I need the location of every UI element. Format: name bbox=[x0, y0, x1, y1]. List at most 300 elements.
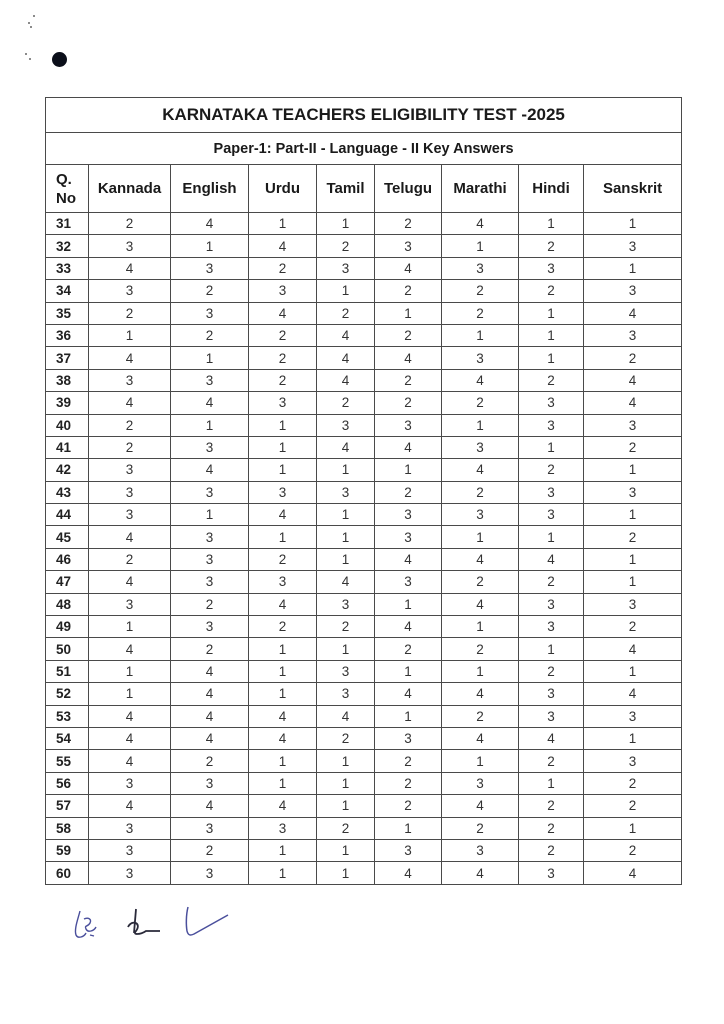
answer-cell-marathi: 1 bbox=[442, 616, 519, 638]
answer-cell-sanskrit: 2 bbox=[584, 347, 682, 369]
answer-cell-kannada: 2 bbox=[89, 548, 171, 570]
answer-cell-sanskrit: 3 bbox=[584, 750, 682, 772]
answer-cell-sanskrit: 2 bbox=[584, 839, 682, 861]
answer-cell-sanskrit: 1 bbox=[584, 817, 682, 839]
table-row bbox=[46, 548, 682, 570]
table-row bbox=[46, 302, 682, 324]
answer-cell-kannada: 1 bbox=[89, 660, 171, 682]
answer-cell-urdu: 1 bbox=[249, 772, 317, 794]
answer-cell-telugu: 2 bbox=[375, 213, 442, 235]
column-header-english: English bbox=[171, 165, 249, 213]
table-row bbox=[46, 683, 682, 705]
answer-cell-sanskrit: 1 bbox=[584, 504, 682, 526]
answer-cell-tamil: 4 bbox=[317, 369, 375, 391]
answer-cell-kannada: 3 bbox=[89, 772, 171, 794]
answer-cell-marathi: 3 bbox=[442, 839, 519, 861]
answer-cell-telugu: 3 bbox=[375, 839, 442, 861]
answer-cell-urdu: 3 bbox=[249, 280, 317, 302]
answer-cell-tamil: 1 bbox=[317, 795, 375, 817]
table-row bbox=[46, 862, 682, 884]
answer-cell-sanskrit: 4 bbox=[584, 638, 682, 660]
answer-cell-urdu: 3 bbox=[249, 481, 317, 503]
answer-cell-kannada: 3 bbox=[89, 459, 171, 481]
answer-cell-tamil: 1 bbox=[317, 548, 375, 570]
punch-hole-mark bbox=[52, 52, 67, 67]
answer-cell-marathi: 2 bbox=[442, 392, 519, 414]
signature-1 bbox=[68, 905, 118, 945]
answer-cell-sanskrit: 3 bbox=[584, 593, 682, 615]
answer-cell-hindi: 3 bbox=[519, 862, 584, 884]
table-row bbox=[46, 280, 682, 302]
answer-cell-tamil: 3 bbox=[317, 683, 375, 705]
answer-cell-tamil: 1 bbox=[317, 772, 375, 794]
answer-cell-marathi: 2 bbox=[442, 280, 519, 302]
table-row bbox=[46, 616, 682, 638]
question-number: 53 bbox=[46, 705, 89, 727]
table-row bbox=[46, 795, 682, 817]
question-number: 48 bbox=[46, 593, 89, 615]
table-row bbox=[46, 727, 682, 749]
answer-cell-telugu: 3 bbox=[375, 526, 442, 548]
answer-cell-telugu: 1 bbox=[375, 302, 442, 324]
answer-cell-telugu: 2 bbox=[375, 772, 442, 794]
answer-cell-kannada: 3 bbox=[89, 280, 171, 302]
answer-cell-hindi: 2 bbox=[519, 660, 584, 682]
answer-cell-telugu: 2 bbox=[375, 280, 442, 302]
answer-cell-kannada: 2 bbox=[89, 414, 171, 436]
answer-cell-sanskrit: 2 bbox=[584, 795, 682, 817]
table-row bbox=[46, 750, 682, 772]
answer-cell-hindi: 1 bbox=[519, 324, 584, 346]
answer-cell-hindi: 1 bbox=[519, 347, 584, 369]
answer-cell-marathi: 3 bbox=[442, 257, 519, 279]
answer-cell-english: 3 bbox=[171, 302, 249, 324]
answer-cell-english: 2 bbox=[171, 593, 249, 615]
answer-cell-urdu: 2 bbox=[249, 616, 317, 638]
answer-cell-urdu: 4 bbox=[249, 593, 317, 615]
answer-cell-tamil: 4 bbox=[317, 571, 375, 593]
answer-cell-sanskrit: 2 bbox=[584, 526, 682, 548]
answer-cell-sanskrit: 3 bbox=[584, 705, 682, 727]
answer-cell-hindi: 1 bbox=[519, 638, 584, 660]
answer-cell-telugu: 3 bbox=[375, 504, 442, 526]
answer-cell-telugu: 2 bbox=[375, 324, 442, 346]
answer-cell-kannada: 2 bbox=[89, 213, 171, 235]
answer-cell-english: 3 bbox=[171, 548, 249, 570]
answer-cell-marathi: 4 bbox=[442, 369, 519, 391]
answer-cell-urdu: 4 bbox=[249, 235, 317, 257]
answer-cell-hindi: 4 bbox=[519, 727, 584, 749]
question-number: 49 bbox=[46, 616, 89, 638]
answer-cell-telugu: 4 bbox=[375, 862, 442, 884]
answer-cell-kannada: 4 bbox=[89, 571, 171, 593]
answer-cell-telugu: 2 bbox=[375, 481, 442, 503]
answer-cell-sanskrit: 1 bbox=[584, 571, 682, 593]
question-number: 36 bbox=[46, 324, 89, 346]
answer-cell-sanskrit: 2 bbox=[584, 772, 682, 794]
column-header-hindi: Hindi bbox=[519, 165, 584, 213]
answer-cell-english: 4 bbox=[171, 660, 249, 682]
answer-cell-telugu: 1 bbox=[375, 459, 442, 481]
answer-cell-hindi: 2 bbox=[519, 817, 584, 839]
answer-cell-telugu: 1 bbox=[375, 817, 442, 839]
table-row bbox=[46, 839, 682, 861]
answer-cell-urdu: 4 bbox=[249, 795, 317, 817]
answer-cell-english: 3 bbox=[171, 369, 249, 391]
answer-cell-tamil: 1 bbox=[317, 526, 375, 548]
question-number: 34 bbox=[46, 280, 89, 302]
answer-cell-telugu: 1 bbox=[375, 593, 442, 615]
answer-cell-english: 4 bbox=[171, 727, 249, 749]
answer-cell-marathi: 4 bbox=[442, 683, 519, 705]
answer-cell-hindi: 1 bbox=[519, 772, 584, 794]
table-row bbox=[46, 638, 682, 660]
answer-cell-urdu: 2 bbox=[249, 548, 317, 570]
table-row bbox=[46, 504, 682, 526]
answer-key-table bbox=[45, 97, 682, 885]
table-row bbox=[46, 414, 682, 436]
question-number: 58 bbox=[46, 817, 89, 839]
answer-cell-sanskrit: 2 bbox=[584, 436, 682, 458]
table-row bbox=[46, 481, 682, 503]
answer-cell-tamil: 2 bbox=[317, 235, 375, 257]
answer-cell-marathi: 1 bbox=[442, 526, 519, 548]
column-header-row bbox=[46, 165, 682, 213]
answer-cell-marathi: 1 bbox=[442, 235, 519, 257]
answer-cell-tamil: 3 bbox=[317, 660, 375, 682]
answer-cell-marathi: 2 bbox=[442, 705, 519, 727]
answer-cell-kannada: 1 bbox=[89, 324, 171, 346]
question-number: 42 bbox=[46, 459, 89, 481]
answer-cell-marathi: 1 bbox=[442, 414, 519, 436]
answer-cell-urdu: 1 bbox=[249, 750, 317, 772]
answer-cell-kannada: 3 bbox=[89, 235, 171, 257]
table-row bbox=[46, 235, 682, 257]
answer-cell-hindi: 1 bbox=[519, 436, 584, 458]
answer-cell-english: 2 bbox=[171, 638, 249, 660]
question-number: 60 bbox=[46, 862, 89, 884]
question-number: 55 bbox=[46, 750, 89, 772]
answer-cell-marathi: 4 bbox=[442, 459, 519, 481]
answer-cell-tamil: 4 bbox=[317, 436, 375, 458]
answer-cell-hindi: 1 bbox=[519, 302, 584, 324]
answer-cell-telugu: 2 bbox=[375, 638, 442, 660]
answer-cell-hindi: 3 bbox=[519, 392, 584, 414]
question-number: 40 bbox=[46, 414, 89, 436]
answer-cell-marathi: 4 bbox=[442, 727, 519, 749]
answer-cell-urdu: 1 bbox=[249, 436, 317, 458]
scan-speck bbox=[28, 22, 30, 24]
answer-cell-urdu: 1 bbox=[249, 526, 317, 548]
answer-cell-english: 3 bbox=[171, 526, 249, 548]
question-number: 59 bbox=[46, 839, 89, 861]
answer-cell-sanskrit: 3 bbox=[584, 481, 682, 503]
answer-cell-english: 2 bbox=[171, 280, 249, 302]
signature-3 bbox=[182, 905, 232, 945]
answer-cell-telugu: 3 bbox=[375, 727, 442, 749]
scan-speck bbox=[33, 15, 35, 17]
answer-cell-urdu: 1 bbox=[249, 839, 317, 861]
answer-cell-kannada: 4 bbox=[89, 705, 171, 727]
answer-cell-hindi: 2 bbox=[519, 795, 584, 817]
answer-cell-hindi: 3 bbox=[519, 257, 584, 279]
answer-cell-telugu: 4 bbox=[375, 436, 442, 458]
answer-cell-hindi: 1 bbox=[519, 526, 584, 548]
answer-cell-hindi: 2 bbox=[519, 459, 584, 481]
answer-cell-tamil: 2 bbox=[317, 392, 375, 414]
question-number: 38 bbox=[46, 369, 89, 391]
answer-cell-kannada: 2 bbox=[89, 436, 171, 458]
question-number: 47 bbox=[46, 571, 89, 593]
answer-cell-telugu: 4 bbox=[375, 347, 442, 369]
answer-cell-urdu: 3 bbox=[249, 817, 317, 839]
answer-cell-english: 1 bbox=[171, 235, 249, 257]
answer-cell-sanskrit: 3 bbox=[584, 414, 682, 436]
answer-cell-sanskrit: 4 bbox=[584, 392, 682, 414]
answer-cell-tamil: 3 bbox=[317, 593, 375, 615]
answer-cell-marathi: 3 bbox=[442, 347, 519, 369]
answer-cell-kannada: 3 bbox=[89, 817, 171, 839]
question-number: 32 bbox=[46, 235, 89, 257]
question-number: 33 bbox=[46, 257, 89, 279]
answer-cell-hindi: 2 bbox=[519, 235, 584, 257]
table-row bbox=[46, 705, 682, 727]
answer-cell-telugu: 3 bbox=[375, 235, 442, 257]
answer-cell-english: 3 bbox=[171, 772, 249, 794]
answer-cell-marathi: 3 bbox=[442, 436, 519, 458]
answer-cell-telugu: 2 bbox=[375, 369, 442, 391]
answer-cell-hindi: 3 bbox=[519, 616, 584, 638]
answer-cell-english: 3 bbox=[171, 257, 249, 279]
question-number: 45 bbox=[46, 526, 89, 548]
answer-cell-tamil: 4 bbox=[317, 324, 375, 346]
answer-rows bbox=[46, 213, 682, 885]
question-number: 41 bbox=[46, 436, 89, 458]
answer-cell-sanskrit: 1 bbox=[584, 213, 682, 235]
answer-cell-hindi: 3 bbox=[519, 593, 584, 615]
answer-cell-kannada: 4 bbox=[89, 750, 171, 772]
answer-cell-kannada: 2 bbox=[89, 302, 171, 324]
column-header-kannada: Kannada bbox=[89, 165, 171, 213]
answer-cell-telugu: 3 bbox=[375, 571, 442, 593]
answer-cell-tamil: 1 bbox=[317, 839, 375, 861]
answer-cell-urdu: 1 bbox=[249, 862, 317, 884]
answer-cell-english: 4 bbox=[171, 705, 249, 727]
answer-cell-sanskrit: 1 bbox=[584, 459, 682, 481]
answer-cell-sanskrit: 1 bbox=[584, 257, 682, 279]
answer-cell-hindi: 2 bbox=[519, 369, 584, 391]
table-row bbox=[46, 369, 682, 391]
answer-cell-hindi: 3 bbox=[519, 504, 584, 526]
answer-cell-urdu: 1 bbox=[249, 660, 317, 682]
column-header-telugu: Telugu bbox=[375, 165, 442, 213]
answer-cell-telugu: 3 bbox=[375, 414, 442, 436]
question-number: 50 bbox=[46, 638, 89, 660]
table-row bbox=[46, 526, 682, 548]
answer-cell-urdu: 2 bbox=[249, 347, 317, 369]
answer-cell-kannada: 3 bbox=[89, 593, 171, 615]
answer-cell-tamil: 3 bbox=[317, 414, 375, 436]
answer-cell-sanskrit: 3 bbox=[584, 280, 682, 302]
answer-cell-tamil: 1 bbox=[317, 750, 375, 772]
answer-cell-marathi: 4 bbox=[442, 548, 519, 570]
answer-cell-hindi: 3 bbox=[519, 481, 584, 503]
answer-cell-hindi: 2 bbox=[519, 280, 584, 302]
answer-cell-sanskrit: 4 bbox=[584, 302, 682, 324]
answer-cell-sanskrit: 1 bbox=[584, 727, 682, 749]
answer-cell-sanskrit: 3 bbox=[584, 324, 682, 346]
answer-cell-urdu: 1 bbox=[249, 683, 317, 705]
answer-cell-tamil: 4 bbox=[317, 347, 375, 369]
answer-cell-english: 3 bbox=[171, 616, 249, 638]
answer-cell-telugu: 4 bbox=[375, 548, 442, 570]
column-header-qno: Q. No bbox=[46, 165, 89, 213]
answer-cell-english: 3 bbox=[171, 481, 249, 503]
answer-cell-hindi: 3 bbox=[519, 705, 584, 727]
answer-cell-english: 3 bbox=[171, 436, 249, 458]
answer-cell-kannada: 4 bbox=[89, 392, 171, 414]
answer-cell-english: 1 bbox=[171, 414, 249, 436]
answer-cell-marathi: 4 bbox=[442, 213, 519, 235]
question-number: 56 bbox=[46, 772, 89, 794]
answer-cell-hindi: 2 bbox=[519, 839, 584, 861]
answer-cell-tamil: 2 bbox=[317, 817, 375, 839]
signature-2 bbox=[126, 905, 170, 945]
answer-cell-marathi: 2 bbox=[442, 571, 519, 593]
answer-cell-kannada: 1 bbox=[89, 616, 171, 638]
answer-cell-kannada: 4 bbox=[89, 347, 171, 369]
answer-cell-urdu: 4 bbox=[249, 705, 317, 727]
answer-cell-marathi: 2 bbox=[442, 817, 519, 839]
answer-cell-telugu: 2 bbox=[375, 750, 442, 772]
table-row bbox=[46, 347, 682, 369]
answer-cell-kannada: 3 bbox=[89, 862, 171, 884]
answer-cell-english: 1 bbox=[171, 347, 249, 369]
answer-cell-sanskrit: 3 bbox=[584, 235, 682, 257]
column-header-marathi: Marathi bbox=[442, 165, 519, 213]
answer-cell-telugu: 1 bbox=[375, 660, 442, 682]
answer-cell-english: 2 bbox=[171, 324, 249, 346]
answer-cell-hindi: 2 bbox=[519, 750, 584, 772]
answer-cell-urdu: 2 bbox=[249, 257, 317, 279]
answer-cell-english: 2 bbox=[171, 750, 249, 772]
answer-cell-marathi: 3 bbox=[442, 772, 519, 794]
answer-cell-sanskrit: 4 bbox=[584, 683, 682, 705]
answer-cell-marathi: 2 bbox=[442, 638, 519, 660]
answer-cell-tamil: 1 bbox=[317, 504, 375, 526]
question-number: 31 bbox=[46, 213, 89, 235]
answer-cell-kannada: 3 bbox=[89, 504, 171, 526]
answer-cell-marathi: 1 bbox=[442, 660, 519, 682]
answer-cell-tamil: 1 bbox=[317, 638, 375, 660]
table-row bbox=[46, 772, 682, 794]
answer-cell-tamil: 2 bbox=[317, 302, 375, 324]
answer-cell-english: 4 bbox=[171, 392, 249, 414]
answer-cell-english: 3 bbox=[171, 817, 249, 839]
answer-cell-kannada: 3 bbox=[89, 839, 171, 861]
question-number: 37 bbox=[46, 347, 89, 369]
table-row bbox=[46, 593, 682, 615]
answer-cell-hindi: 3 bbox=[519, 683, 584, 705]
answer-cell-urdu: 1 bbox=[249, 213, 317, 235]
column-header-sanskrit: Sanskrit bbox=[584, 165, 682, 213]
answer-cell-english: 3 bbox=[171, 862, 249, 884]
answer-cell-tamil: 2 bbox=[317, 727, 375, 749]
answer-cell-telugu: 2 bbox=[375, 392, 442, 414]
answer-cell-kannada: 3 bbox=[89, 481, 171, 503]
answer-cell-kannada: 4 bbox=[89, 526, 171, 548]
question-number: 54 bbox=[46, 727, 89, 749]
question-number: 52 bbox=[46, 683, 89, 705]
table-row bbox=[46, 257, 682, 279]
answer-cell-urdu: 1 bbox=[249, 638, 317, 660]
table-row bbox=[46, 392, 682, 414]
answer-cell-tamil: 4 bbox=[317, 705, 375, 727]
document-title: KARNATAKA TEACHERS ELIGIBILITY TEST -2025 bbox=[46, 98, 682, 133]
question-number: 57 bbox=[46, 795, 89, 817]
answer-cell-sanskrit: 2 bbox=[584, 616, 682, 638]
answer-cell-english: 3 bbox=[171, 571, 249, 593]
column-header-tamil: Tamil bbox=[317, 165, 375, 213]
answer-cell-marathi: 4 bbox=[442, 862, 519, 884]
answer-cell-kannada: 1 bbox=[89, 683, 171, 705]
answer-cell-kannada: 3 bbox=[89, 369, 171, 391]
answer-cell-marathi: 1 bbox=[442, 324, 519, 346]
answer-cell-telugu: 4 bbox=[375, 257, 442, 279]
answer-cell-sanskrit: 1 bbox=[584, 548, 682, 570]
answer-cell-hindi: 1 bbox=[519, 213, 584, 235]
table-row bbox=[46, 436, 682, 458]
answer-cell-urdu: 4 bbox=[249, 727, 317, 749]
answer-cell-urdu: 1 bbox=[249, 459, 317, 481]
question-number: 46 bbox=[46, 548, 89, 570]
answer-cell-telugu: 1 bbox=[375, 705, 442, 727]
scan-speck bbox=[25, 53, 27, 55]
answer-cell-tamil: 3 bbox=[317, 481, 375, 503]
answer-cell-sanskrit: 1 bbox=[584, 660, 682, 682]
table-row bbox=[46, 660, 682, 682]
table-row bbox=[46, 324, 682, 346]
answer-cell-tamil: 1 bbox=[317, 280, 375, 302]
question-number: 43 bbox=[46, 481, 89, 503]
answer-cell-sanskrit: 4 bbox=[584, 369, 682, 391]
answer-cell-marathi: 1 bbox=[442, 750, 519, 772]
answer-cell-marathi: 4 bbox=[442, 795, 519, 817]
table-row bbox=[46, 571, 682, 593]
answer-cell-hindi: 4 bbox=[519, 548, 584, 570]
answer-cell-urdu: 3 bbox=[249, 571, 317, 593]
answer-cell-english: 4 bbox=[171, 213, 249, 235]
question-number: 39 bbox=[46, 392, 89, 414]
answer-cell-hindi: 3 bbox=[519, 414, 584, 436]
answer-cell-tamil: 1 bbox=[317, 862, 375, 884]
answer-cell-urdu: 1 bbox=[249, 414, 317, 436]
answer-cell-marathi: 2 bbox=[442, 302, 519, 324]
question-number: 51 bbox=[46, 660, 89, 682]
answer-cell-marathi: 4 bbox=[442, 593, 519, 615]
answer-cell-urdu: 3 bbox=[249, 392, 317, 414]
answer-cell-urdu: 4 bbox=[249, 302, 317, 324]
answer-cell-english: 4 bbox=[171, 459, 249, 481]
table-row bbox=[46, 459, 682, 481]
scan-speck bbox=[30, 26, 32, 28]
answer-cell-telugu: 4 bbox=[375, 683, 442, 705]
answer-cell-english: 1 bbox=[171, 504, 249, 526]
answer-cell-marathi: 2 bbox=[442, 481, 519, 503]
answer-cell-kannada: 4 bbox=[89, 257, 171, 279]
answer-cell-english: 4 bbox=[171, 683, 249, 705]
answer-cell-urdu: 2 bbox=[249, 324, 317, 346]
